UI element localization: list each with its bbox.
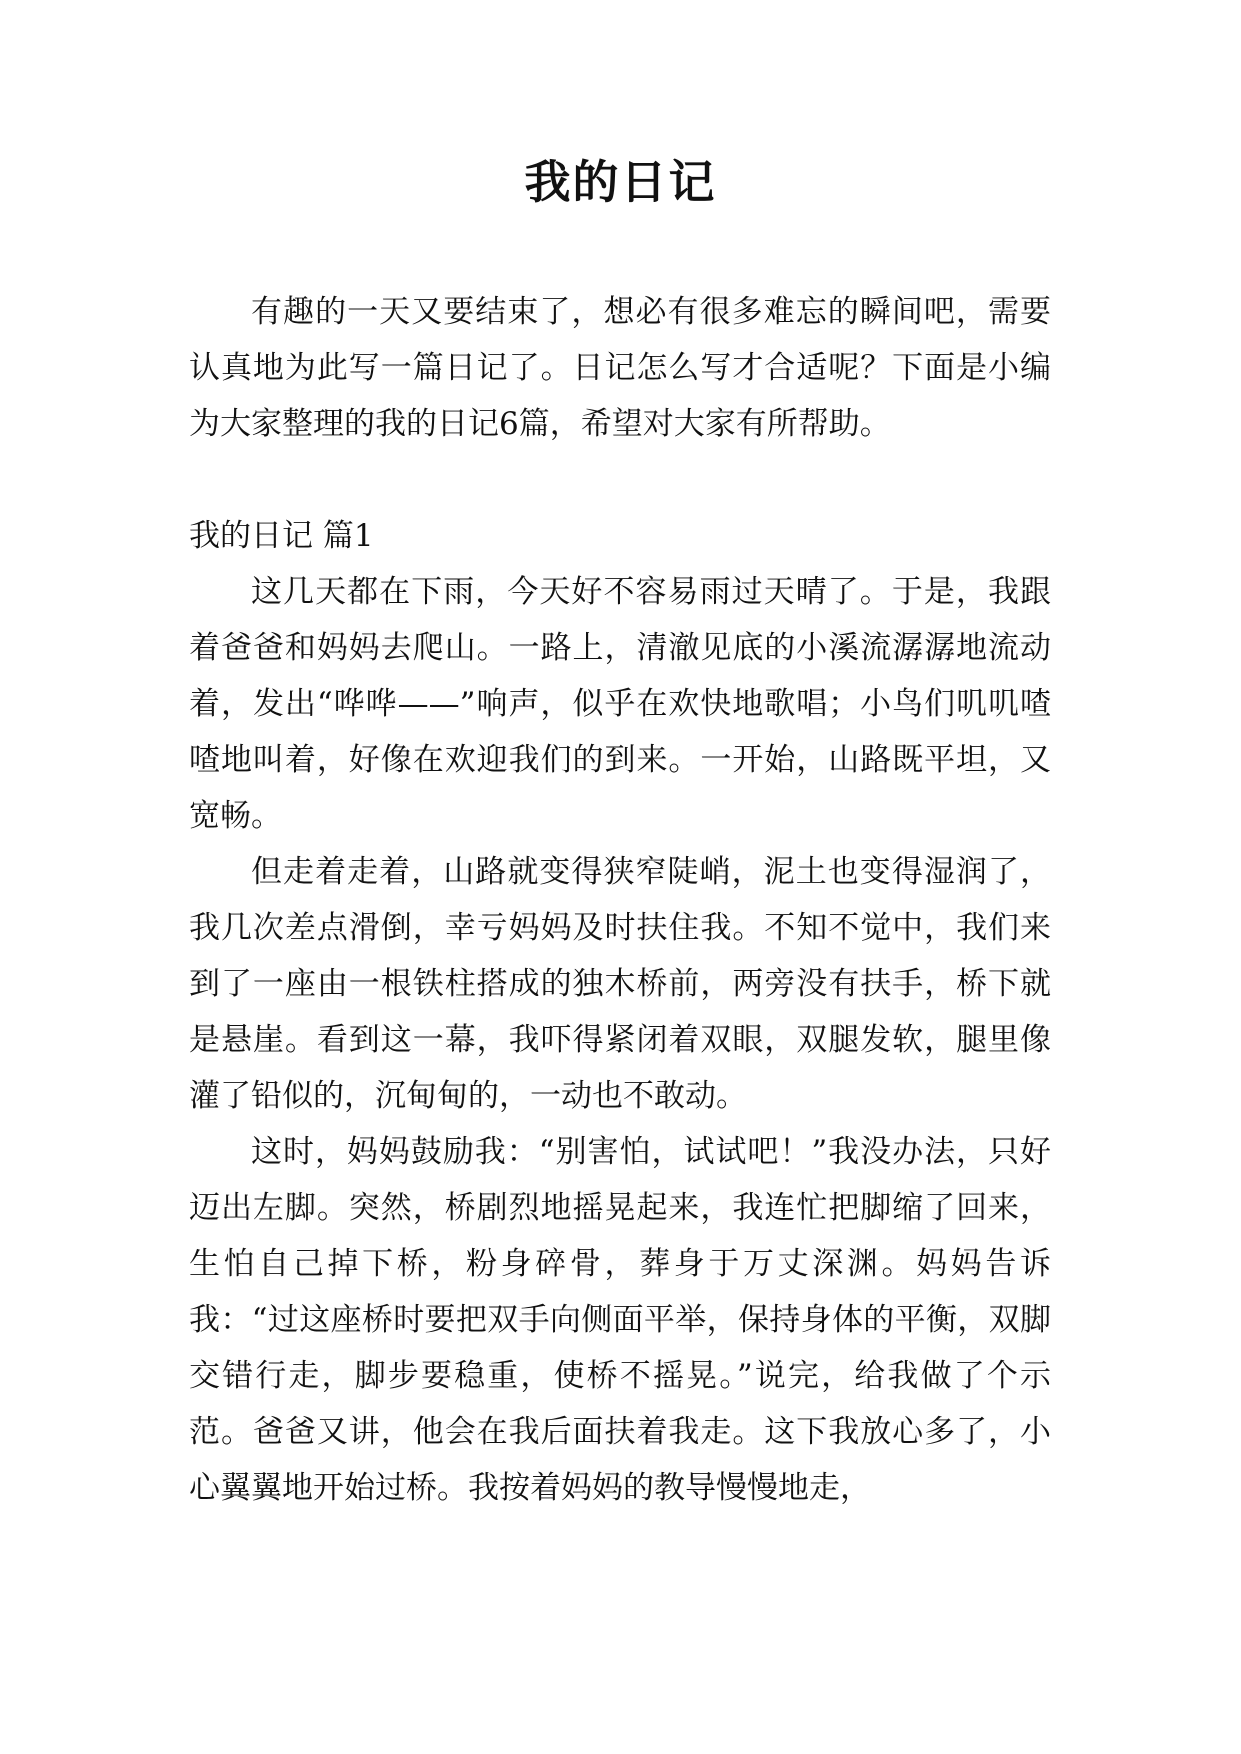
document-title: 我的日记 (524, 155, 717, 209)
diary-section-1 (189, 508, 1051, 1516)
section-paragraph: 但走着走着，山路就变得狭窄陡峭，泥土也变得湿润了，我几次差点滑倒，幸亏妈妈及时扶住我。不知不觉中，我们来到了一座由一根铁柱搭成的独木桥前，两旁没有扶手，桥下就是悬崖。看到这一幕，我吓得紧闭着双眼，双腿发软，腿里像灌了铅似的，沉甸甸的，一动也不敢动。 (189, 854, 1051, 1114)
document-body (189, 284, 1051, 1516)
section-heading: 我的日记 篇1 (189, 518, 374, 554)
intro-paragraph: 有趣的一天又要结束了，想必有很多难忘的瞬间吧，需要认真地为此写一篇日记了。日记怎么写才合适呢？下面是小编为大家整理的我的日记6篇，希望对大家有所帮助。 (189, 294, 1051, 442)
section-paragraph: 这几天都在下雨，今天好不容易雨过天晴了。于是，我跟着爸爸和妈妈去爬山。一路上，清澈见底的小溪流潺潺地流动着，发出“哗哗——”响声，似乎在欢快地歌唱；小鸟们叽叽喳喳地叫着，好像在欢迎我们的到来。一开始，山路既平坦，又宽畅。 (189, 574, 1051, 834)
section-paragraph: 这时，妈妈鼓励我：“别害怕，试试吧！”我没办法，只好迈出左脚。突然，桥剧烈地摇晃起来，我连忙把脚缩了回来，生怕自己掉下桥，粉身碎骨，葬身于万丈深渊。妈妈告诉我：“过这座桥时要把双手向侧面平举，保持身体的平衡，双脚交错行走，脚步要稳重，使桥不摇晃。”说完，给我做了个示范。爸爸又讲，他会在我后面扶着我走。这下我放心多了，小心翼翼地开始过桥。我按着妈妈的教导慢慢地走， (189, 1134, 1051, 1506)
